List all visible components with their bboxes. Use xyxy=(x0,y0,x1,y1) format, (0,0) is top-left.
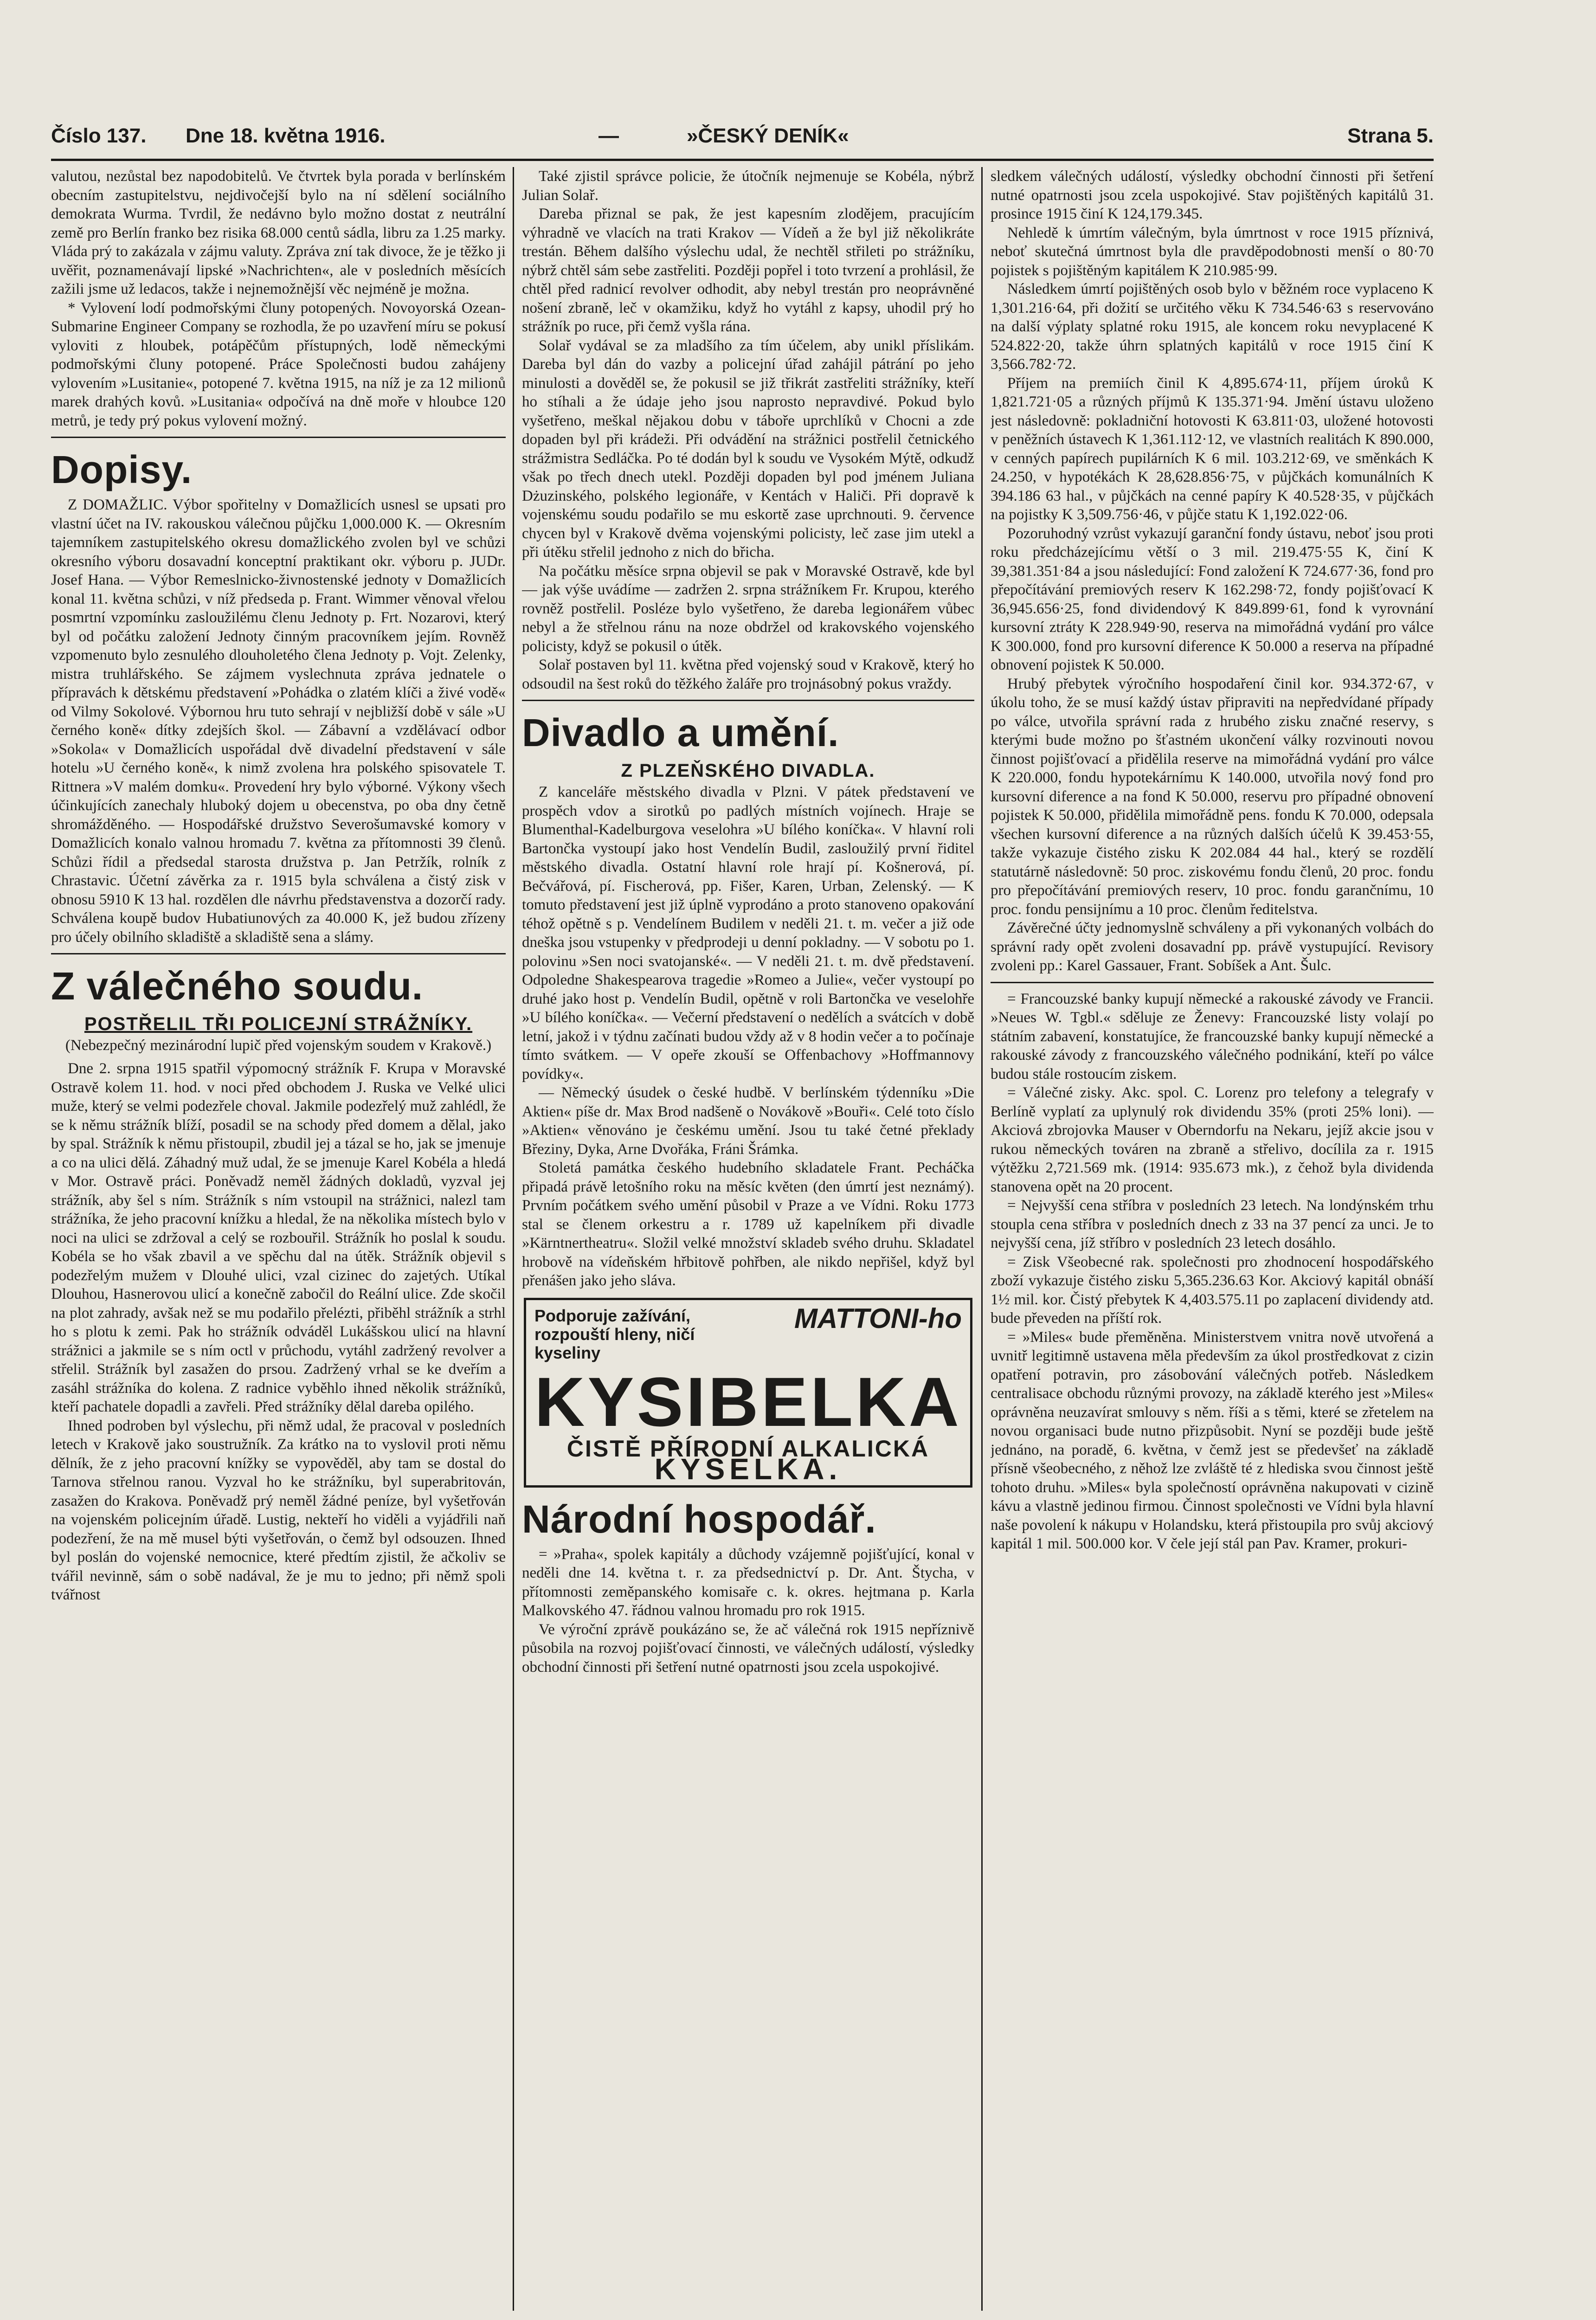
article-text: Také zjistil správce policie, že útočník nejmenuje se Kobéla, nýbrž Julian Solař. xyxy=(522,168,974,204)
article-text: Stoletá památka českého hudebního skladatele Frant. Pecháčka připadá právě letošního roku na měsíc květen (den úmrtí jest neznámý). Prvním počátkem svého umění působil v Praze a ve Vídni. Roku 1773 stal se členem orkestru a r. 1789 už kapelníkem při divadle »Kärntnertheatru«. Složil velké množství skladeb svého druhu. Skladatel hrobově na vídeňském hřbitově pohřben, ale nikdo nepřišel, když byl přenášen jako jeho sláva. xyxy=(522,1160,974,1289)
article-text: = Nejvyšší cena stříbra v posledních 23 letech. Na londýnském trhu stoupla cena stříbra v posledních dnech z 33 na 37 pencí za unci. Je to nejvyšší cena, jíž stříbro v posledních 23 letech dosáhlo. xyxy=(991,1197,1434,1251)
column-2 xyxy=(522,167,974,2320)
article-text: Z kanceláře městského divadla v Plzni. V pátek představení ve prospěch vdov a sirotků po padlých místních vojínech. Hraje se Blumenthal-Kadelburgova veselohra »U bílého koníčka«. V hlavní roli Bartončka vystoupí jako host Vendelín Budil, zasloužilý první řiditel městského divadla. Ostatní hlavní role hrají pí. Košnerová, pí. Bečvářová, pí. Fischerová, pp. Fišer, Karen, Urban, Zelenský. — K tomuto představení jest již úplně vyprodáno a proto stanoveno opakování téhož opětně s p. Vendelínem Budilem v neděli 21. t. m. večer a již ode dneška jsou vstupenky v předprodeji u denní pokladny. — V sobotu po 1. polovinu »Sen noci svatojanské«. — V neděli 21. t. m. dvě představení. Odpoledne Shakespearova tragedie »Romeo a Julie«, večer vystoupí po druhé jako host p. Vendelín Budil, opětně v roli Bartončka ve veselohře »U bílého koníčka«. — Večerní představení o nedělích a svátcích v době letní, jakož i v týdnu začínati budou vždy až v 8 hodin večer a to počínaje tímto svátkem. — V opeře zkouší se Offenbachovy »Hoffmannovy povídky«. xyxy=(522,784,974,1083)
section-title-hospodar: Národní hospodář. xyxy=(522,1497,876,1541)
article-text: Ve výroční zprávě poukázáno se, že ač válečná rok 1915 nepříznivě působila na rozvoj pojišťovací činnosti, ve válečných událostí, výsledky obchodní činnosti při šetření nutné opatrnosti jsou zcela uspokojivé. xyxy=(522,1621,974,1676)
article-text: = Francouzské banky kupují německé a rakouské závody ve Francii. »Neues W. Tgbl.« sděluje ze Ženevy: Francouzské listy volají po státním zabavení, konstatujíce, že francouzské banky kupují německé a rakouské závody z francouzského válečného podnikání, kteří po válce budou stále rostoucím ziskem. xyxy=(991,990,1434,1083)
article-text: * Vylovení lodí podmořskými čluny potopených. Novoyorská Ozean-Submarine Engineer Company se rozhodla, že po uzavření míru se pokusí vyloviti z hloubek, potápěčům přístupných, lodě německými podmořskými čluny potopené. Práce Společnosti budou zahájeny vylovením »Lusitanie«, potopené 7. května 1915, na níž je za 12 milionů marek drahých kovů. »Lusitania« odpočívá na dně moře v hloubce 120 metrů, je tedy prý pokus vylovení možný. xyxy=(51,299,506,429)
article-text: Závěrečné účty jednomyslně schváleny a při vykonaných volbách do správní rady opět zvoleni dosavadní pp. právě vystupující. Revisory zvoleni pp.: Karel Gassauer, Frant. Sobíšek a Ant. Šulc. xyxy=(991,920,1434,974)
article-text: Nehledě k úmrtím válečným, byla úmrtnost v roce 1915 příznivá, neboť skutečná úmrtnost byla dle pravděpodobnosti menší o 80·70 pojistek s pojištěným kapitálem K 210.985·99. xyxy=(991,224,1434,279)
section-separator xyxy=(51,437,506,438)
article-text: Pozoruhodný vzrůst vykazují garanční fondy ústavu, neboť jsou proti roku předcházejícímu větší o 3 mil. 219.475·55 K, činí K 39,381.351·84 a jsou následující: Fond založení K 724.677·36, fond pro přepočítávání premiových reserv K 162.298·72, fondy pojišťovací K 36,945.656·25, fond dividendový K 849.899·61, fond k vyrovnání kursovní ztráty K 228.949·90, reserva na mimořádná vydání pro válce K 300.000, fond pro kursovní diference K 50.000 a reserva na případné obnovení pojistek K 50.000. xyxy=(991,525,1434,673)
column-3 xyxy=(991,167,1434,2320)
ad-kyselka: KYSELKA. xyxy=(654,1452,842,1486)
ad-brand: MATTONI-ho xyxy=(794,1302,962,1334)
header-dash: — xyxy=(598,124,619,147)
header-rule xyxy=(51,159,1434,161)
article-text: Solař postaven byl 11. května před vojenský soud v Krakově, který ho odsoudil na šest roků do těžkého žaláře pro trojnásobný pokus vraždy. xyxy=(522,657,974,692)
article-text: Ihned podroben byl výslechu, při němž udal, že pracoval v posledních letech v Krakově jako soustružník. Za krátko na to vyslovil proti němu dělník, že z jeho pracovní knížky se vypověděl, aby tam se dostal do Tarnova střelnou ranou. Vyzval ho ke strážníku, byl superabritován, zasažen do Krakova. Poněvadž prý neměl žádné peníze, byl vyšetřován na vojenském policejním úřadě. Lustig, nekteří ho viděli a vyjádřili naň podezření, že na mě musel býti vyšetřován, o čemž byl odsouzen. Ihned byl poslán do vojenské nemocnice, které předtím zjistil, že ačkoliv se tvářil nevinně, sám o sobě nadával, že je mu to jedno; při němž spoli tvářnost xyxy=(51,1417,506,1603)
column-rule-1 xyxy=(513,167,514,2311)
section-separator xyxy=(51,953,506,954)
article-text: Na počátku měsíce srpna objevil se pak v Moravské Ostravě, kde byl — jak výše uvádíme — zadržen 2. srpna strážníkem Fr. Krupou, kterého rovněž postřelil. Posléze bylo vyšetřeno, že dareba legionářem vůbec nebyl a že střelnou ránu na noze obdržel od krakovského vojenského policisty, když se pokusil o útěk. xyxy=(522,562,974,655)
article-text: sledkem válečných událostí, výsledky obchodní činnosti při šetření nutné opatrnosti jsou zcela uspokojivé. Stav pojištěných kapitálů 31. prosince 1915 činí K 124,179.345. xyxy=(991,168,1434,222)
article-headline: POSTŘELIL TŘI POLICEJNÍ STRÁŽNÍKY. xyxy=(84,1014,473,1034)
article-text: = »Miles« bude přeměněna. Ministerstvem vnitra nově utvořená a uvnitř legitimně ustavena měla především za úkol prostředkovat z cizin opatření potravin, pro zásobování válečných potřeb. Následkem centralisace obchodu různými provozy, na základě kterého jest »Miles« oprávněna neuzavírat smlouvy s něm. říši a s těmi, které se zřetelem na novou organisaci bude nutno přizpůsobit. Nyní se později bude ještě jednáno, na poradě, 6. května, v čemž jest se předevšeť na základě přísně všeobecného, z něhož lze zvláště té z hlediska svou činnost ještě tohoto druhu. »Miles« byla společností oprávněna nakupovati v cizině kávu a vlastně jedinou firmou. Činnost společnosti ve Vídni byla hlavní naše povolení k nákupu v Holandsku, která přistoupila pro svůj akciový kapitál 1 mil. 500.000 kor. V čele její stál pan Pav. Kramer, prokuri- xyxy=(991,1328,1434,1552)
section-separator xyxy=(522,700,974,701)
article-text: Následkem úmrtí pojištěných osob bylo v běžném roce vyplaceno K 1,301.216·64, při dožití se určitého věku K 734.546·63 s reservováno na další výplaty splatné roku 1915, ale koncem roku nevyplacené K 524.822·20, takže úhrn splatných kapitálů v roce 1915 činí K 3,566.782·72. xyxy=(991,281,1434,373)
article-subheadline: (Nebezpečný mezinárodní lupič před vojenským soudem v Krakově.) xyxy=(65,1037,492,1054)
issue-number: Číslo 137. xyxy=(51,124,147,147)
article-text: Dne 2. srpna 1915 spatřil výpomocný strážník F. Krupa v Moravské Ostravě kolem 11. hod. v noci před obchodem J. Ruska ve Velké ulici muže, který se velmi podezřele choval. Jakmile podezřelý muž zahlédl, že se k němu strážník blíží, posadil se na schody před domem a dělal, jako by spal. Strážník k němu přistoupil, zbudil jej a tázal se ho, jak se jmenuje a co na ulici dělá. Záhadný muž udal, že se jmenuje Karel Kobéla a hledá v Mor. Ostravě práci. Poněvadž neměl žádných dokladů, vyzval jej strážník, aby šel s ním. Strážník s ním vstoupil na strážnici, nalezl tam strážníka, že jeho pracovní knížku a hledal, že na několika místech bylo v noci na ulici se zdržoval a celý se rozbouřil. Strážník ho poslal k soudu. Kobéla se ho však zbavil a ve spěchu dal na útěk. Strážník objevil s podezřelým mužem v Dlouhé ulici, vzal cizinec do zajetých. Utíkal Dlouhou, Hasnerovou ulicí a konečně zabočil do Reální ulice. Zde skočil na plot zahrady, avšak než se mu podařilo přelézti, přiběhl strážník a strhl ho s plotu k zemi. Pak ho strážník odváděl Lukášskou ulicí na hlavní strážnici a jakmile se s ním octl v průchodu, vytáhl zadržený revolver a střelil. Strážník byl zasažen do prsou. Zadržený vrhal se ke dveřím a zasáhl strážníka do kolena. Z radnice vyběhlo ihned několik strážníků, kteří pachatele dopadli a zavřeli. Před strážníky dělal dareba opilého. xyxy=(51,1060,506,1415)
section-title-divadlo: Divadlo a umění. xyxy=(522,711,839,754)
masthead: »ČESKÝ DENÍK« xyxy=(687,124,849,147)
article-text: Příjem na premiích činil K 4,895.674·11, příjem úroků K 1,821.721·05 a různých příjmů K 135.371·94. Jmění ústavu uloženo jest následovně: pokladniční hotovosti K 63.811·03, uložené hotovosti v peněžních ústavech K 1,361.112·12, ve vlastních realitách K 890.000, v cenných papírech pupilárních K 6 mil. 103.212·69, ve směnkách K 24.250, v hypotékách K 28,628.856·75, v půjčkách komunálních K 394.186 63 hal., v půjčkách na cenné papíry K 40.528·35, v půjčkách na pojistky K 3,509.756·46, v půjče statu K 1,192.022·06. xyxy=(991,374,1434,523)
section-title-soud: Z válečného soudu. xyxy=(51,964,424,1008)
article-text: Z DOMAŽLIC. Výbor spořitelny v Domažlicích usnesl se upsati pro vlastní účet na IV. rakouskou válečnou půjčku 1,000.000 K. — Okresním tajemníkem zastupitelského okresu domažlického zvolen byl ve schůzi okresního výboru dosavadní konceptní praktikant okr. výboru p. JUDr. Josef Hana. — Výbor Remeslnicko-živnostenské jednoty v Domažlicích konal 11. května schůzi, v níž předseda p. Frant. Wimmer věnoval vřelou posmrtní vzpomínku zasloužilému členu Jednoty p. Frt. Nozarovi, který byl od počátku založení Jednoty činným pracovníkem jejím. Rovněž vzpomenuto bylo zesnulého dlouholetého člena Jednoty p. Vojt. Zelenky, mistra truhlářského. Se zájmem vyslechnuta zpráva jednatele o přípravách k dětskému představení »Pohádka o zlatém klíči a živé vodě« od Vilmy Sokolové. Výbornou hru tuto sehrají v nejbližší době v sále »U černého koně« dítky zdejších škol. — Zábavní a vzdělávací odbor »Sokola« v Domažlicích uspořádal dvě divadelní představení v sále hotelu »U černého koně«, k nimž zvolena hra polského spisovatele T. Rittnera »V malém domku«. Provedení hry bylo výborné. Výkony všech účinkujících zanechaly hluboký dojem u obecenstva, po oba dny četně shromážděného. — Hospodářské družstvo Severošumavské komory v Domažlicích konalo valnou hromadu 7. května za přítomnosti 39 členů. Schůzi řídil a předsedal starosta družstva p. Jan Petržík, rolník z Chrastavic. Účetní závěrka za r. 1915 byla schválena a čistý zisk v obnosu 5910 K 13 hal. rozdělen dle návrhu představenstva a dozorčí rady. Schválena koupě budov Hubatiunových za 40.000 K, jež budou zřízeny pro účely obilního skladiště a skladiště sena a slámy. xyxy=(51,496,506,946)
article-text: = Zisk Všeobecné rak. společnosti pro zhodnocení hospodářského zboží vykazuje čistého zisku 5,365.236.63 Kor. Akciový kapitál obnáší 1½ mil. kor. Čistý přebytek K 4,403.575.11 po zaplacení dividendy atd. bude převeden na příští rok. xyxy=(991,1253,1434,1327)
running-head xyxy=(51,124,1434,157)
ad-product-name: KYSIBELKA xyxy=(534,1362,962,1441)
section-title-dopisy: Dopisy. xyxy=(51,448,193,491)
article-text: Hrubý přebytek výročního hospodaření činil kor. 934.372·67, v úkolu toho, že se musí každý ústav připraviti na nepředvídané případy po válce, utvořila správní rada z hrubého zisku značné reservy, s kterými bude možno po šťastném ukončení války rozvinouti novou činnost pojišťovací a přidělila reserve na mimořádná vydání pro válce K 220.000, fondu hypotekárnímu K 140.000, utvořila nový fond pro kursovní diference a na fond K 50.000, reservu pro případné obnovení pojistek K 50.000, přidělila mimořádně pens. fondu K 70.000, odepsala všechen kursovní diference a na různých dalších účelů K 39.453·55, takže vykazuje čistého zisku K 202.084 44 hal., který se rozdělí statutárně následovně: 50 proc. ziskovému fondu členů, 20 proc. fondu pro přepočítávání premiových reserv, 10 proc. fondu garančnímu, 10 proc. fondu pensijnímu a 10 proc. členům ředitelstva. xyxy=(991,675,1434,918)
article-text: Solař vydával se za mladšího za tím účelem, aby unikl příslikám. Dareba byl dán do vazby a policejní úřad zahájil pátrání po jeho minulosti a dověděl se, že pokusil se již třikrát zastřeliti strážníky, kteří ho stíhali a že údaje jeho jsou naprosto nepravdivé. Pokud bylo vyšetřeno, meškal nějakou dobu v táboře uprchlíků v Chocni a zde dopaden byl při krádeži. Při odvádění na strážnici postřelil četnického strážmistra Sedláčka. Po té dodán byl k soudu ve Vysokém Mýtě, odkudž však po třech dnech utekl. Později dopaden byl pod jménem Juliana Dżuzinského, polského legionáře, v Kentách v Haliči. Při dopravě k vojenskému soudu podařilo se mu eskortě zase uprchnouti. 9. července chycen byl v Krakově dvěma vojenskými policisty, leč zase jim utekl a při útěku střelil jednoho z nich do břicha. xyxy=(522,337,974,561)
column-rule-2 xyxy=(981,167,983,2311)
article-headline: Z PLZEŇSKÉHO DIVADLA. xyxy=(621,760,875,781)
article-text: = »Praha«, spolek kapitály a důchody vzájemně pojišťující, konal v neděli dne 14. května t. r. za předsednictví p. Dr. Ant. Štycha, v přítomnosti zeměpanského komisaře c. k. okres. hejtmana p. Karla Malkovského 47. řádnou valnou hromadu pro rok 1915. xyxy=(522,1546,974,1619)
article-text: = Válečné zisky. Akc. spol. C. Lorenz pro telefony a telegrafy v Berlíně vyplatí za uplynulý rok dividendu 35% (proti 25% loni). — Akciová zbrojovka Mauser v Oberndorfu na Nekaru, jejíž akcie jsou v rukou německých továren na zbraně a střelivo, docílila za r. 1915 výtěžku 2,721.569 mk. (1914: 935.673 mk.), z čehož byla dividenda stanovena opět na 20 procent. xyxy=(991,1084,1434,1195)
kysibelka-advertisement xyxy=(524,1298,972,1488)
section-separator xyxy=(991,982,1434,983)
ad-tagline: Podporuje zažívání, rozpouští hleny, ničí kyseliny xyxy=(534,1306,695,1362)
column-1 xyxy=(51,167,506,2320)
page-number: Strana 5. xyxy=(1347,124,1434,147)
issue-date: Dne 18. května 1916. xyxy=(186,124,386,147)
article-text: Dareba přiznal se pak, že jest kapesním zlodějem, pracujícím výhradně ve vlacích na trati Krakov — Vídeň a že byl již několikráte trestán. Během dalšího výslechu udal, že nechtěl střileti po strážníku, nýbrž chtěl sám sebe zastřeliti. Později popřel i toto tvrzení a prohlásil, že chtěl před radnicí revolver odhodit, aby nebyl trestán pro neoprávněné nošení zbraně, leč v okamžiku, když ho vytáhl z kapsy, uhodil prý ho strážník po ruce, při čemž vyšla rána. xyxy=(522,206,974,335)
article-text: valutou, nezůstal bez napodobitelů. Ve čtvrtek byla porada v berlínském obecním zastupitelstvu, nejdivočejší bylo na ní sdělení sociálního demokrata Wurma. Tvrdil, že nedávno bylo možno dostat z neutrální země pro Berlín franko bez risika 68.000 centů sádla, libru za 1.25 marky. Vláda prý to zakázala v zájmu valuty. Zpráva zní tak divoce, že je těžko ji uvěřit, poznamenávají lipské »Nachrichten«, ale v posledních měsících zažili jsme už ledacos, takže i nejnemožnější věc nejméně je možna. xyxy=(51,168,506,297)
ad-subtitle: ČISTĚ PŘÍRODNÍ ALKALICKÁ xyxy=(566,1435,930,1462)
article-text: — Německý úsudek o české hudbě. V berlínském týdenníku »Die Aktien« píše dr. Max Brod nadšeně o Novákově »Bouři«. Celé toto číslo »Aktien« věnováno je českému umění. Jsou tu také četné překlady Březiny, Dyka, Arne Dvořáka, Fráni Šrámka. xyxy=(522,1084,974,1158)
